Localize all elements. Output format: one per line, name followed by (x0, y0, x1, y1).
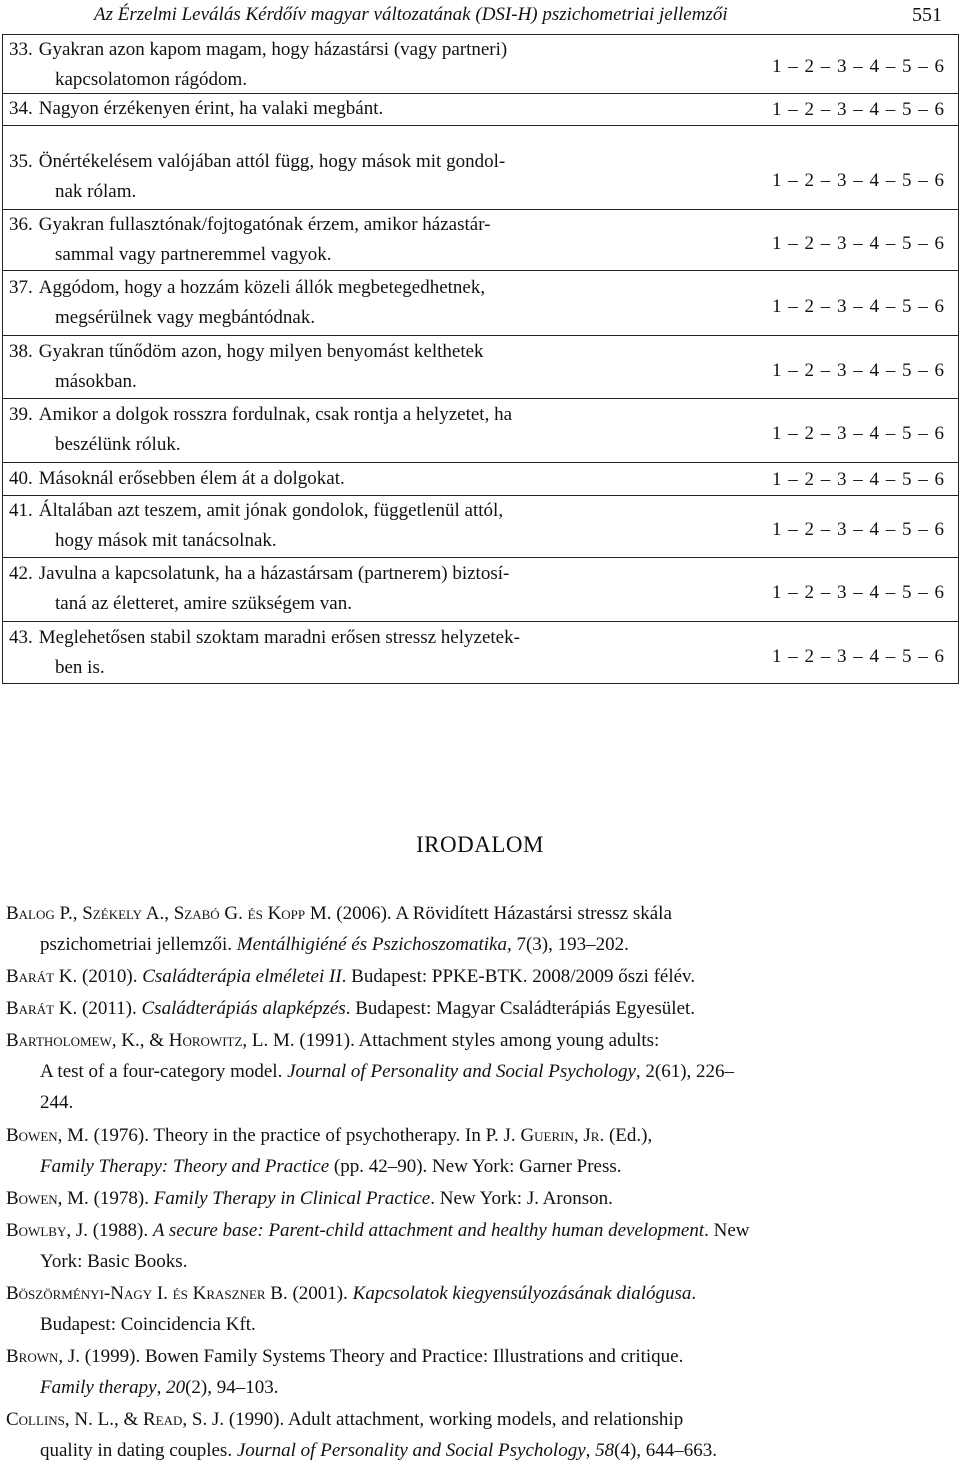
reference-authors: Guerin, Jr. (520, 1125, 605, 1146)
reference-authors: Bowlby, J. (6, 1220, 88, 1241)
reference-title: A secure base: Parent-child attachment and healthy human development (152, 1220, 705, 1241)
reference-line (6, 1404, 958, 1435)
item-text (9, 147, 681, 207)
item-text (9, 623, 681, 683)
item-text (9, 337, 681, 397)
rating-scale: 1 – 2 – 3 – 4 – 5 – 6 (772, 646, 944, 667)
reference-text: . Budapest: Magyar Családterápiás Egyesület. (345, 998, 696, 1019)
reference-entry (6, 1404, 958, 1466)
reference-text: (2006). A Rövidített Házastársi stressz skála (331, 903, 672, 924)
reference-entry (6, 1341, 958, 1403)
table-row (3, 462, 958, 496)
item-number: 35. (9, 151, 33, 172)
references-heading: IRODALOM (416, 832, 544, 857)
reference-line (6, 1087, 958, 1118)
table-row (3, 335, 958, 399)
rating-scale: 1 – 2 – 3 – 4 – 5 – 6 (772, 519, 944, 540)
item-line-2: megsérülnek vagy megbántódnak. (55, 306, 316, 328)
reference-text: (1999). Bowen Family Systems Theory and Practice: Illustrations and critique. (80, 1346, 684, 1367)
item-line-2: sammal vagy partneremmel vagyok. (55, 244, 332, 265)
reference-authors: Bowen, M. (6, 1188, 89, 1209)
reference-title: Journal of Personality and Social Psychology (236, 1440, 586, 1461)
reference-entry (6, 961, 958, 992)
item-number: 38. (9, 340, 33, 362)
questionnaire-items-table (2, 34, 959, 684)
reference-line (6, 1309, 958, 1340)
reference-authors: Barát K. (6, 998, 78, 1019)
item-number: 40. (9, 467, 33, 489)
reference-text: . Budapest: PPKE-BTK. 2008/2009 őszi félév. (341, 966, 696, 987)
reference-line (6, 1215, 958, 1246)
rating-scale: 1 – 2 – 3 – 4 – 5 – 6 (772, 423, 944, 444)
reference-entry (6, 898, 958, 960)
running-header (94, 4, 942, 34)
reference-line (6, 1025, 958, 1056)
reference-authors: Bowen, M. (6, 1125, 89, 1146)
reference-text: . New York: J. Aronson. (430, 1188, 613, 1209)
reference-line (6, 1183, 958, 1214)
reference-title: 20 (166, 1377, 186, 1398)
reference-text: . New (704, 1220, 750, 1241)
item-line-1: Gyakran azon kapom magam, hogy házastársi (vagy partneri) (38, 39, 508, 60)
item-text (9, 559, 681, 619)
reference-text: , 7(3), 193–202. (506, 934, 629, 955)
reference-line (6, 1341, 958, 1372)
item-line-1: Gyakran tűnődöm azon, hogy milyen benyomást kelthetek (38, 340, 484, 362)
reference-authors: Barát K. (6, 966, 78, 987)
reference-text: , (585, 1440, 596, 1461)
reference-text: . (691, 1283, 697, 1304)
item-text (9, 496, 681, 556)
reference-title: Family Therapy in Clinical Practice (153, 1188, 431, 1209)
reference-line (6, 1246, 958, 1277)
reference-authors: Brown, J. (6, 1346, 81, 1367)
reference-title: Family therapy (40, 1377, 157, 1398)
reference-title: 58 (595, 1440, 615, 1461)
reference-entry (6, 1120, 958, 1182)
item-text (9, 210, 681, 270)
reference-text: (Ed.), (604, 1125, 653, 1146)
rating-scale: 1 – 2 – 3 – 4 – 5 – 6 (772, 56, 944, 77)
reference-entry (6, 1183, 958, 1214)
item-line-1: Javulna a kapcsolatunk, ha a házastársam (partnerem) biztosí- (38, 563, 510, 584)
item-text (9, 400, 681, 460)
item-line-1: Nagyon érzékenyen érint, ha valaki megbánt. (38, 98, 384, 119)
item-line-2: hogy mások mit tanácsolnak. (55, 530, 277, 551)
item-line-1: Meglehetősen stabil szoktam maradni erősen stressz helyzetek- (38, 627, 520, 648)
reference-line (6, 961, 958, 992)
item-line-2: taná az életteret, amire szükségem van. (55, 593, 352, 614)
reference-entry (6, 993, 958, 1024)
reference-title: Családterápiás alapképzés (141, 998, 346, 1019)
reference-entry (6, 1215, 958, 1277)
item-number: 43. (9, 627, 33, 648)
reference-line (6, 1435, 958, 1466)
reference-line (6, 929, 958, 960)
reference-authors: Collins, N. L., & Read, S. J. (6, 1409, 225, 1430)
reference-title: Mentálhigiéné és Pszichoszomatika (236, 934, 507, 955)
reference-title: Családterápia elméletei II (142, 966, 342, 987)
rating-scale: 1 – 2 – 3 – 4 – 5 – 6 (772, 295, 944, 317)
table-row (3, 270, 958, 336)
reference-text: (1978). (88, 1188, 154, 1209)
reference-text: (pp. 42–90). New York: Garner Press. (329, 1156, 622, 1177)
item-text (9, 273, 681, 333)
table-row (3, 398, 958, 463)
item-line-2: másokban. (55, 370, 137, 392)
item-number: 36. (9, 214, 33, 235)
item-line-1: Általában azt teszem, amit jónak gondolok, függetlenül attól, (38, 500, 504, 521)
item-number: 39. (9, 404, 33, 425)
reference-text: A test of a four-category model. (40, 1061, 288, 1082)
reference-text: (2), 94–103. (185, 1377, 279, 1398)
item-number: 37. (9, 276, 33, 298)
rating-scale: 1 – 2 – 3 – 4 – 5 – 6 (772, 359, 944, 381)
reference-text: pszichometriai jellemzői. (40, 934, 237, 955)
running-title: Az Érzelmi Leválás Kérdőív magyar változatának (DSI-H) pszichometriai jellemzői (94, 4, 728, 25)
reference-text: (2010). (77, 966, 143, 987)
reference-text: (1991). Attachment styles among young adults: (294, 1030, 660, 1051)
reference-text: York: Basic Books. (40, 1251, 188, 1272)
reference-text: Budapest: Coincidencia Kft. (40, 1314, 256, 1335)
reference-authors: Balog P., Székely A., Szabó G. és Kopp M. (6, 903, 332, 924)
page-number: 551 (912, 4, 942, 26)
reference-text: , 2(61), 226– (635, 1061, 735, 1082)
item-line-2: beszélünk róluk. (55, 434, 181, 455)
table-row (3, 125, 958, 210)
reference-text: (1976). Theory in the practice of psychotherapy. In P. J. (88, 1125, 521, 1146)
rating-scale: 1 – 2 – 3 – 4 – 5 – 6 (772, 468, 944, 490)
table-row (3, 621, 958, 686)
item-number: 42. (9, 563, 33, 584)
table-row (3, 35, 958, 93)
rating-scale: 1 – 2 – 3 – 4 – 5 – 6 (772, 99, 944, 120)
reference-line (6, 898, 958, 929)
item-text (9, 94, 681, 124)
item-text (9, 464, 681, 494)
reference-line (6, 1372, 958, 1403)
table-row (3, 209, 958, 271)
rating-scale: 1 – 2 – 3 – 4 – 5 – 6 (772, 232, 944, 254)
item-line-1: Aggódom, hogy a hozzám közeli állók megbetegedhetnek, (38, 276, 486, 298)
reference-text: , (156, 1377, 167, 1398)
reference-text: (1990). Adult attachment, working models, and relationship (224, 1409, 684, 1430)
rating-scale: 1 – 2 – 3 – 4 – 5 – 6 (772, 582, 944, 603)
item-text (9, 35, 681, 95)
reference-text: (2011). (77, 998, 142, 1019)
reference-title: Family Therapy: Theory and Practice (40, 1156, 330, 1177)
item-line-1: Gyakran fullasztónak/fojtogatónak érzem, amikor házastár- (38, 214, 491, 235)
reference-line (6, 993, 958, 1024)
reference-title: Kapcsolatok kiegyensúlyozásának dialógusa (352, 1283, 692, 1304)
reference-entry (6, 1278, 958, 1340)
reference-authors: Bartholomew, K., & Horowitz, L. M. (6, 1030, 295, 1051)
reference-text: (1988). (87, 1220, 153, 1241)
reference-text: (2001). (287, 1283, 353, 1304)
item-line-2: kapcsolatomon rágódom. (55, 69, 248, 90)
table-row (3, 557, 958, 622)
item-line-1: Másoknál erősebben élem át a dolgokat. (38, 467, 345, 489)
item-line-1: Önértékelésem valójában attól függ, hogy mások mit gondol- (38, 151, 506, 172)
reference-text: quality in dating couples. (40, 1440, 237, 1461)
reference-line (6, 1120, 958, 1151)
item-line-1: Amikor a dolgok rosszra fordulnak, csak rontja a helyzetet, ha (38, 404, 513, 425)
table-row (3, 495, 958, 558)
reference-title: Journal of Personality and Social Psychology (287, 1061, 636, 1082)
table-row (3, 93, 958, 126)
reference-text: (4), 644–663. (614, 1440, 718, 1461)
item-line-2: nak rólam. (55, 181, 137, 202)
item-line-2: ben is. (55, 657, 105, 678)
item-number: 34. (9, 98, 33, 119)
item-number: 41. (9, 500, 33, 521)
reference-entry (6, 1025, 958, 1118)
reference-line (6, 1151, 958, 1182)
item-number: 33. (9, 39, 33, 60)
reference-line (6, 1056, 958, 1087)
reference-authors: Böszörményi-Nagy I. és Kraszner B. (6, 1283, 288, 1304)
reference-line (6, 1278, 958, 1309)
reference-text: 244. (40, 1092, 74, 1113)
rating-scale: 1 – 2 – 3 – 4 – 5 – 6 (772, 170, 944, 191)
